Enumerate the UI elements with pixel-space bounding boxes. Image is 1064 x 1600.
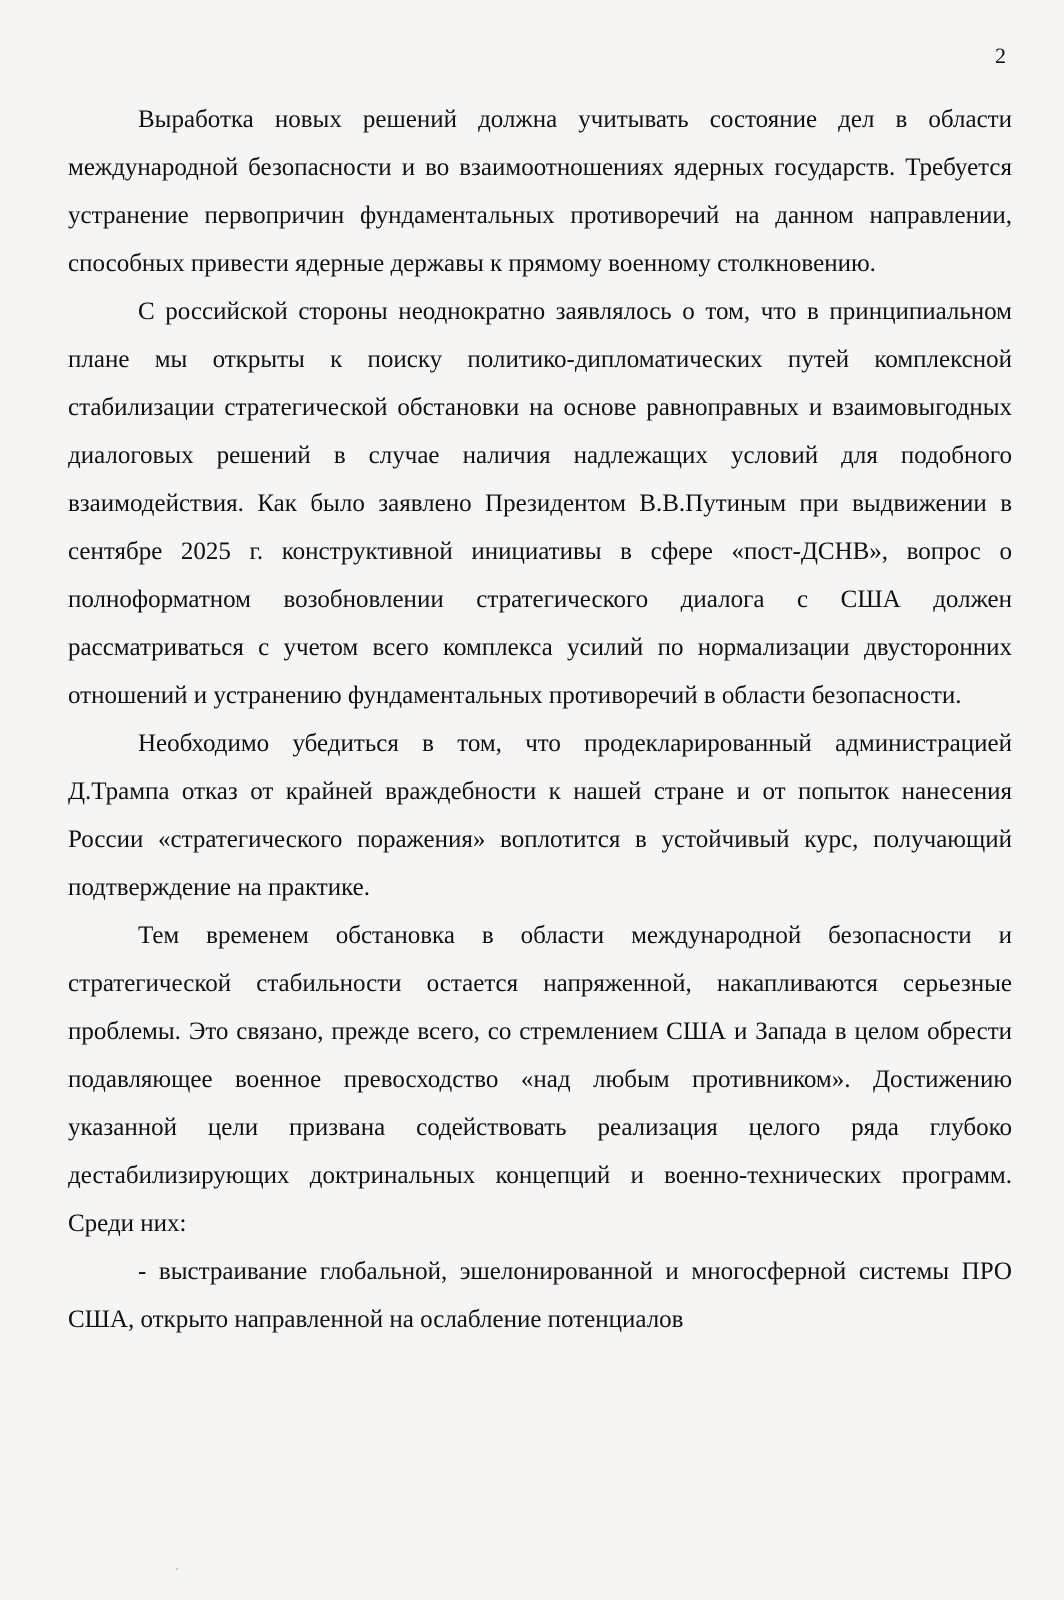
scan-speck [176,1568,178,1570]
document-body [68,96,1012,1344]
paragraph-2: С российской стороны неоднократно заявлялось о том, что в принципиальном плане мы открыты к поиску политико-дипломатических путей комплексной стабилизации стратегической обстановки на основе равноправных и взаимовыгодных диалоговых решений в случае наличия надлежащих условий для подобного взаимодействия. Как было заявлено Президентом В.В.Путиным при выдвижении в сентябре 2025 г. конструктивной инициативы в сфере «пост-ДСНВ», вопрос о полноформатном возобновлении стратегического диалога с США должен рассматриваться с учетом всего комплекса усилий по нормализации двусторонних отношений и устранению фундаментальных противоречий в области безопасности. [68,298,1012,709]
paragraph-3: Необходимо убедиться в том, что продекларированный администрацией Д.Трампа отказ от крайней враждебности к нашей стране и от попыток нанесения России «стратегического поражения» воплотится в устойчивый курс, получающий подтверждение на практике. [68,730,1012,901]
bullet-item-1: - выстраивание глобальной, эшелонированной и многосферной системы ПРО США, открыто направленной на ослабление потенциалов [68,1258,1012,1333]
paragraph-1: Выработка новых решений должна учитывать состояние дел в области международной безопасности и во взаимоотношениях ядерных государств. Требуется устранение первопричин фундаментальных противоречий на данном направлении, способных привести ядерные державы к прямому военному столкновению. [68,106,1012,277]
page-number: 2 [995,43,1006,68]
paragraph-4: Тем временем обстановка в области международной безопасности и стратегической стабильности остается напряженной, накапливаются серьезные проблемы. Это связано, прежде всего, со стремлением США и Запада в целом обрести подавляющее военное превосходство «над любым противником». Достижению указанной цели призвана содействовать реализация целого ряда глубоко дестабилизирующих доктринальных концепций и военно-технических программ. Среди них: [68,922,1012,1237]
